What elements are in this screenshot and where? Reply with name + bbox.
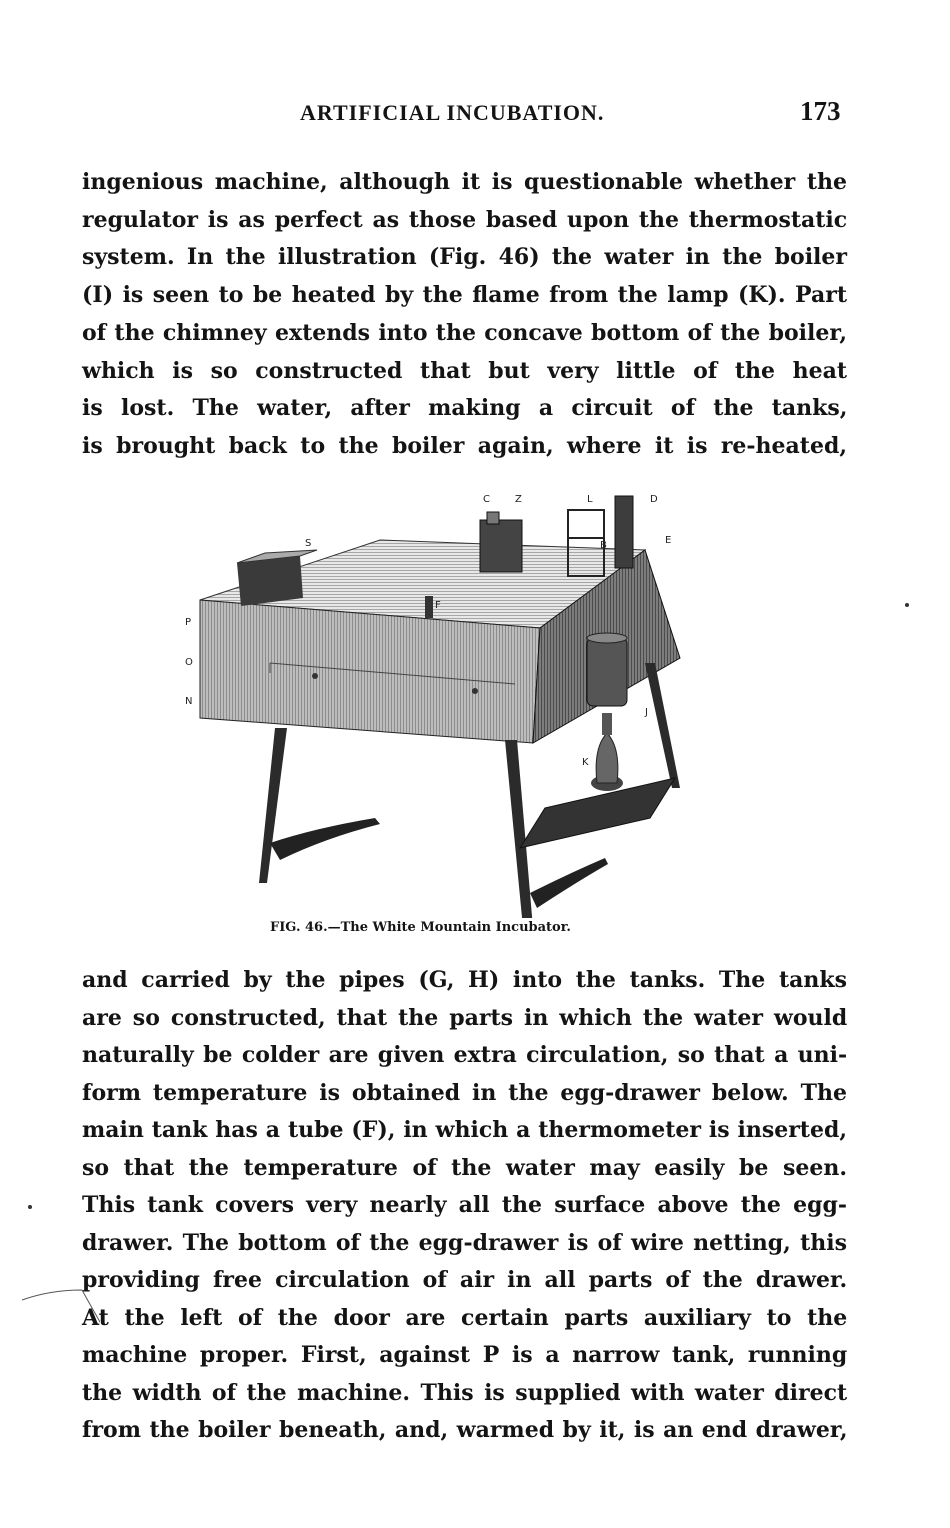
fig-label-e: E [665, 535, 672, 546]
text-line: ingenious machine, although it is questionable whether the [82, 169, 847, 195]
text-line: are so constructed, that the parts in which the water would [82, 1004, 848, 1031]
running-header: ARTIFICIAL INCUBATION. [300, 100, 605, 125]
text-line: main tank has a tube (F), in which a thermometer is inserted, [82, 1117, 847, 1143]
fig-label-n: N [185, 696, 193, 707]
text-line: This tank covers very nearly all the surface above the egg- [82, 1192, 847, 1218]
paragraph-2 [82, 962, 847, 1450]
fig-label-f: F [435, 600, 441, 611]
paragraph-1 [82, 164, 847, 466]
text-line: which is so constructed that but very little of the heat [82, 357, 847, 384]
text-line: is lost. The water, after making a circuit of the tanks, [82, 395, 848, 422]
fig-label-j: J [645, 707, 648, 718]
fig-label-l: L [587, 494, 593, 505]
fig-label-d: D [650, 494, 658, 505]
text-line: the width of the machine. This is supplied with water direct [82, 1379, 848, 1406]
fig-label-b: B [600, 540, 607, 551]
fig-label-p: P [185, 617, 192, 628]
fig-label-c: C [483, 494, 490, 505]
text-line: system. In the illustration (Fig. 46) the water in the boiler [82, 244, 847, 271]
fig-label-z: Z [515, 494, 522, 505]
incubator-illustration [175, 488, 715, 918]
text-line: machine proper. First, against P is a narrow tank, running [82, 1342, 848, 1368]
ink-speck [905, 603, 909, 607]
text-line: so that the temperature of the water may easily be seen. [82, 1154, 847, 1181]
text-line: providing free circulation of air in all parts of the drawer. [82, 1267, 848, 1293]
text-line: and carried by the pipes (G, H) into the tanks. The tanks [82, 967, 847, 993]
fig-label-s: S [305, 538, 312, 549]
text-line: of the chimney extends into the concave bottom of the boiler, [82, 319, 847, 346]
incubator-engraving [175, 488, 715, 918]
figure-caption: FIG. 46.—The White Mountain Incubator. [270, 920, 571, 935]
text-line: drawer. The bottom of the egg-drawer is of wire netting, this [82, 1229, 847, 1256]
text-line: (I) is seen to be heated by the flame from the lamp (K). Part [82, 282, 847, 309]
text-line: form temperature is obtained in the egg-drawer below. The [82, 1079, 847, 1106]
text-line: is brought back to the boiler again, where it is re-heated, [82, 432, 847, 459]
text-line: from the boiler beneath, and, warmed by it, is an end drawer, [82, 1417, 848, 1443]
pencil-mark [20, 1288, 100, 1338]
fig-label-o: O [185, 657, 193, 668]
text-line: naturally be colder are given extra circulation, so that a uni- [82, 1042, 848, 1068]
ink-speck [28, 1205, 32, 1209]
fig-label-k: K [582, 757, 589, 768]
text-line: regulator is as perfect as those based upon the thermostatic [82, 206, 848, 233]
text-line: At the left of the door are certain parts auxiliary to the [82, 1304, 848, 1331]
page-number: 173 [800, 96, 841, 126]
